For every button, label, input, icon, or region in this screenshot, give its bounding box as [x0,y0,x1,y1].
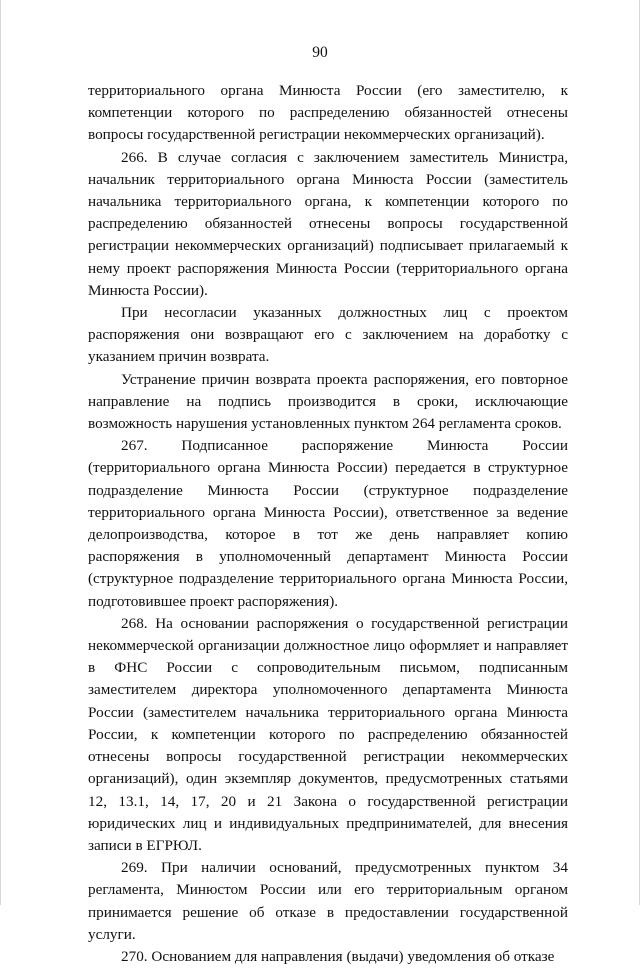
document-body [88,80,568,968]
paragraph-266: 266. В случае согласия с заключением заместитель Министра, начальник территориального органа Минюста России (заместитель начальника территориального органа, к компетенции которого по распределению обязанностей отнесены вопросы государственной регистрации некоммерческих организаций) подписывает прилагаемый к нему проект распоряжения Минюста России (территориального органа Минюста России). [88,148,568,299]
paragraph-continuation: территориального органа Минюста России (его заместителю, к компетенции которого по распределению обязанностей отнесены вопросы государственной регистрации некоммерческих организаций). [88,82,568,144]
paragraph-disagreement: При несогласии указанных должностных лиц с проектом распоряжения они возвращают его с заключением на доработку с указанием причин возврата. [88,304,568,366]
paragraph-267: 267. Подписанное распоряжение Минюста России (территориального органа Минюста России) передается в структурное подразделение Минюста России (структурное подразделение территориального органа Минюста России), ответственное за ведение делопроизводства, которое в тот же день направляет копию распоряжения в уполномоченный департамент Минюста России (структурное подразделение территориального органа Минюста России, подготовившее проект распоряжения). [88,437,568,610]
paragraph-elimination: Устранение причин возврата проекта распоряжения, его повторное направление на подпись производится в сроки, исключающие возможность нарушения установленных пунктом 264 регламента сроков. [88,370,568,433]
page-number: 90 [312,44,328,61]
paragraph-268: 268. На основании распоряжения о государственной регистрации некоммерческой организации должностное лицо оформляет и направляет в ФНС России с сопроводительным письмом, подписанным заместителем директора уполномоченного департамента Минюста России (заместителем начальника территориального органа Минюста России, к компетенции которого по распределению обязанностей отнесены вопросы государственной регистрации некоммерческих организаций), один экземпляр документов, предусмотренных статьями 12, 13.1, 14, 17, 20 и 21 Закона о государственной регистрации юридических лиц и индивидуальных предпринимателей, для внесения записи в ЕГРЮЛ. [88,614,568,854]
paragraph-270: 270. Основанием для направления (выдачи) уведомления об отказе [121,947,555,965]
paragraph-269: 269. При наличии оснований, предусмотренных пунктом 34 регламента, Минюстом России или его территориальным органом принимается решение об отказе в предоставлении государственной услуги. [88,859,568,943]
